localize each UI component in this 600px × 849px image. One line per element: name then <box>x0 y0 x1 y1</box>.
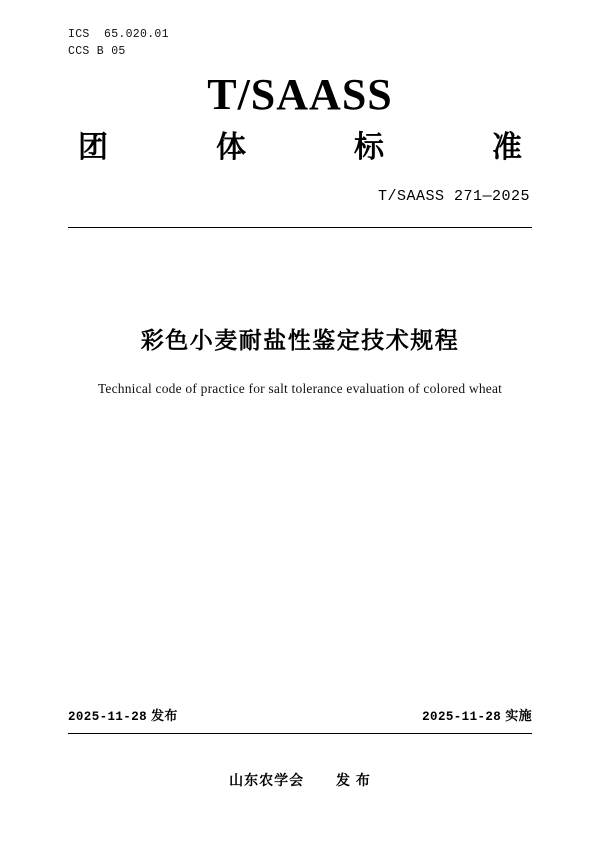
page-title-english: Technical code of practice for salt tolerance evaluation of colored wheat <box>97 381 503 396</box>
standard-type-char-3: 标 <box>354 131 386 164</box>
saass-logo: T/SAASS <box>207 70 393 119</box>
dates-row <box>68 705 532 724</box>
footer-divider <box>68 733 532 734</box>
effective-date <box>422 705 532 724</box>
standard-number: T/SAASS 271—2025 <box>377 188 530 205</box>
publisher-action: 发 布 <box>335 772 371 788</box>
logo-row <box>68 70 532 120</box>
publisher <box>0 770 600 790</box>
effective-date-label: 实施 <box>505 708 532 723</box>
standard-type-heading <box>68 122 532 166</box>
classification-codes <box>68 0 532 60</box>
ics-code: ICS 65.020.01 <box>68 28 169 41</box>
effective-date-value: 2025-11-28 <box>422 710 502 724</box>
page-title: 彩色小麦耐盐性鉴定技术规程 <box>140 327 460 353</box>
header-divider <box>68 227 532 228</box>
standard-type-char-2: 体 <box>216 131 248 164</box>
standard-type-char-1: 团 <box>78 131 110 164</box>
publisher-name: 山东农学会 <box>229 772 305 788</box>
issue-date-label: 发布 <box>151 708 178 723</box>
issue-date <box>68 705 178 724</box>
ccs-code: CCS B 05 <box>68 45 126 58</box>
issue-date-value: 2025-11-28 <box>68 710 148 724</box>
standard-type-char-4: 准 <box>492 131 524 164</box>
